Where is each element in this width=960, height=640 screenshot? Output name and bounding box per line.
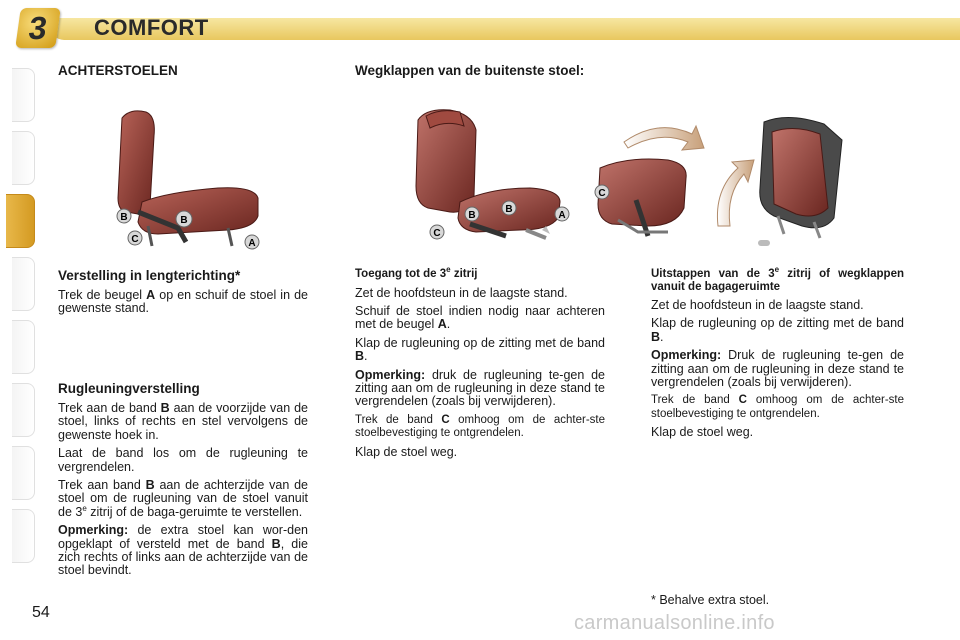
fig2-label-c	[430, 225, 444, 239]
footnote: * Behalve extra stoel.	[651, 593, 770, 607]
svg-text:C: C	[131, 234, 139, 245]
text-uitstappen: Uitstappen van de 3e zitrij of wegklappen vanuit de bagageruimte Zet de hoofdsteun in de laagste stand. Klap de rugleuning op de zitting met de band B. Opmerking: Druk de rugleuning te-gen de zitting aan om de rugleuning in deze stand te vergrendelen (zoals bij verwijderen). Trek de band C omhoog om de achter-ste stoelbevestiging te ontgrendelen. Klap de stoel weg.	[651, 265, 905, 440]
svg-text:B: B	[120, 212, 128, 223]
chapter-tabs	[0, 68, 34, 572]
chapter-tab-7[interactable]	[12, 446, 35, 500]
section-title-wegklappen: Wegklappen van de buitenste stoel:	[355, 63, 585, 78]
svg-text:A: A	[248, 238, 256, 249]
text-toegang: Toegang tot de 3e zitrij Zet de hoofdsteun in de laagste stand. Schuif de stoel indien nodig naar achteren met de beugel A. Klap de rugleuning op de zitting met de band B. Opmerking: druk de rugleuning te-gen de zitting aan om de rugleuning in deze stand te vergrendelen (zoals bij verwijderen). Trek de band C omhoog om de achter-ste stoelbevestiging te ontgrendelen. Klap de stoel weg.	[355, 265, 605, 459]
chapter-tab-5[interactable]	[12, 320, 35, 374]
chapter-tab-6[interactable]	[12, 383, 35, 437]
watermark: carmanualsonline.info	[574, 612, 775, 634]
fig3-label-c	[595, 185, 609, 199]
heading-toegang: Toegang tot de 3e zitrij	[355, 265, 478, 280]
fig1-label-c	[128, 231, 142, 245]
chapter-title: COMFORT	[94, 15, 209, 40]
svg-text:B: B	[468, 210, 476, 221]
page-number: 54	[32, 604, 50, 621]
text-rugleuningverstelling: Trek aan de band B aan de voorzijde van de stoel, links of rechts en stel vervolgens de gewenste hoek in. Laat de band los om de rugleuning te vergrendelen. Trek aan band B aan de achterzijde van de stoel om de rugleuning van de stoel vanuit de 3e zitrij of de baga-geruimte te verstellen. Opmerking: de extra stoel kan wor-den opgeklapt of versteld met de band B, die zich rechts of links aan de achterzijde van de stoel bevindt.	[58, 401, 308, 578]
chapter-tab-2[interactable]	[12, 131, 35, 185]
chapter-tab-8[interactable]	[12, 509, 35, 563]
fig2-label-b2	[502, 201, 516, 215]
text-lengterichting: Trek de beugel A op en schuif de stoel in de gewenste stand.	[58, 288, 308, 316]
heading-lengterichting: Verstelling in lengterichting*	[58, 268, 241, 283]
heading-rugleuningverstelling: Rugleuningverstelling	[58, 381, 200, 396]
seat-folding-illustration	[588, 108, 850, 258]
fig1-label-b1	[117, 209, 131, 223]
chapter-tab-1[interactable]	[12, 68, 35, 122]
chapter-number: 3	[26, 9, 50, 46]
page-header	[0, 0, 960, 46]
seat-handles-illustration	[410, 106, 580, 246]
rear-seat-illustration	[108, 106, 268, 256]
fig2-label-a	[555, 207, 569, 221]
fig1-label-a	[245, 235, 259, 249]
svg-text:C: C	[598, 188, 606, 199]
svg-text:A: A	[558, 210, 566, 221]
chapter-badge	[15, 8, 61, 48]
chapter-tab-3-active[interactable]	[6, 194, 35, 248]
svg-text:C: C	[433, 228, 441, 239]
chapter-tab-4[interactable]	[12, 257, 35, 311]
svg-text:B: B	[180, 215, 188, 226]
svg-text:B: B	[505, 204, 513, 215]
fig1-label-b2	[176, 211, 192, 227]
section-title-achterstoelen: ACHTERSTOELEN	[58, 63, 178, 78]
heading-uitstappen: Uitstappen van de 3e zitrij of wegklappen vanuit de bagageruimte	[651, 265, 904, 293]
fig2-label-b1	[465, 207, 479, 221]
